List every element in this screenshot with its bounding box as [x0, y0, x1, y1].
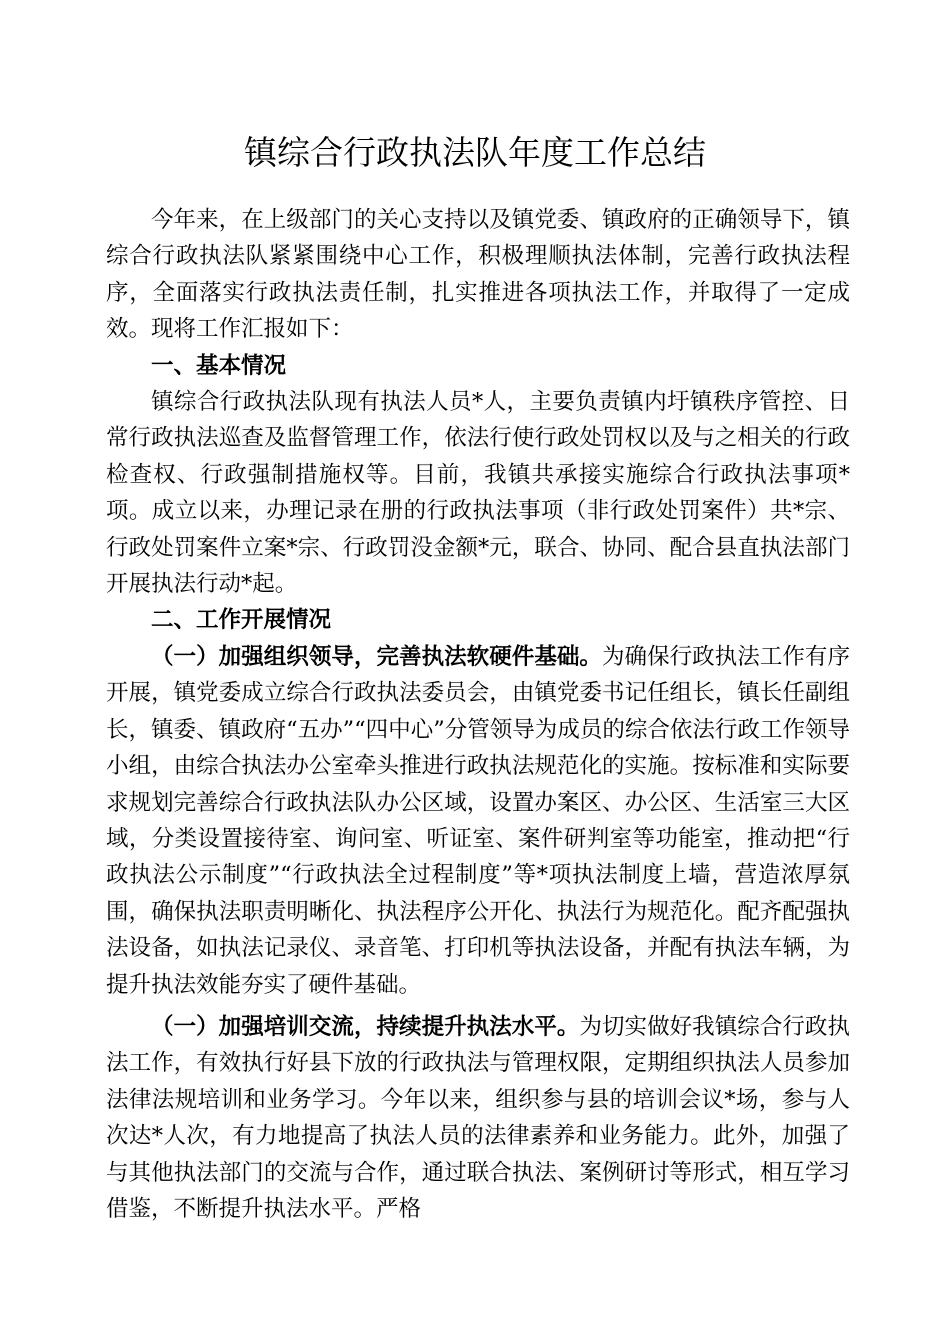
document-body: [106, 202, 850, 1227]
intro-paragraph: 今年来，在上级部门的关心支持以及镇党委、镇政府的正确领导下，镇综合行政执法队紧紧围绕中心工作，积极理顺执法体制，完善行政执法程序，全面落实行政执法责任制，扎实推进各项执法工作，并取得了一定成效。现将工作汇报如下：: [106, 207, 850, 343]
item-training-body: 为切实做好我镇综合行政执法工作，有效执行好县下放的行政执法与管理权限，定期组织执法人员参加法律法规培训和业务学习。今年以来，组织参与县的培训会议*场，参与人次达*人次，有力地提高了执法人员的法律素养和业务能力。此外，加强了与其他执法部门的交流与合作，通过联合执法、案例研讨等形式，相互学习借鉴，不断提升执法水平。严格: [106, 1013, 850, 1222]
item-organization-paragraph: [106, 639, 850, 1003]
basic-situation-paragraph: 镇综合行政执法队现有执法人员*人，主要负责镇内圩镇秩序管控、日常行政执法巡查及监督管理工作，依法行使行政处罚权以及与之相关的行政检查权、行政强制措施权等。目前，我镇共承接实施综合行政执法事项*项。成立以来，办理记录在册的行政执法事项（非行政处罚案件）共*宗、行政处罚案件立案*宗、行政罚没金额*元，联合、协同、配合县直执法部门开展执法行动*起。: [106, 389, 850, 598]
document-title: 镇综合行政执法队年度工作总结: [244, 133, 706, 172]
item-organization-heading: （一）加强组织领导，完善执法软硬件基础。: [151, 643, 602, 670]
item-training-heading: （一）加强培训交流，持续提升执法水平。: [151, 1013, 580, 1040]
item-organization-body: 为确保行政执法工作有序开展，镇党委成立综合行政执法委员会，由镇党委书记任组长，镇长任副组长，镇委、镇政府“五办”“四中心”分管领导为成员的综合依法行政工作领导小组，由综合执法办公室牵头推进行政执法规范化的实施。按标准和实际要求规划完善综合行政执法队办公区域，设置办案区、办公区、生活室三大区域，分类设置接待室、询问室、听证室、案件研判室等功能室，推动把“行政执法公示制度”“行政执法全过程制度”等*项执法制度上墙，营造浓厚氛围，确保执法职责明晰化、执法程序公开化、执法行为规范化。配齐配强执法设备，如执法记录仪、录音笔、打印机等执法设备，并配有执法车辆，为提升执法效能夯实了硬件基础。: [106, 643, 850, 998]
section-heading-basic-situation: 一、基本情况: [151, 352, 287, 379]
item-training-paragraph: [106, 1009, 850, 1227]
section-heading-work-progress: 二、工作开展情况: [151, 607, 332, 634]
